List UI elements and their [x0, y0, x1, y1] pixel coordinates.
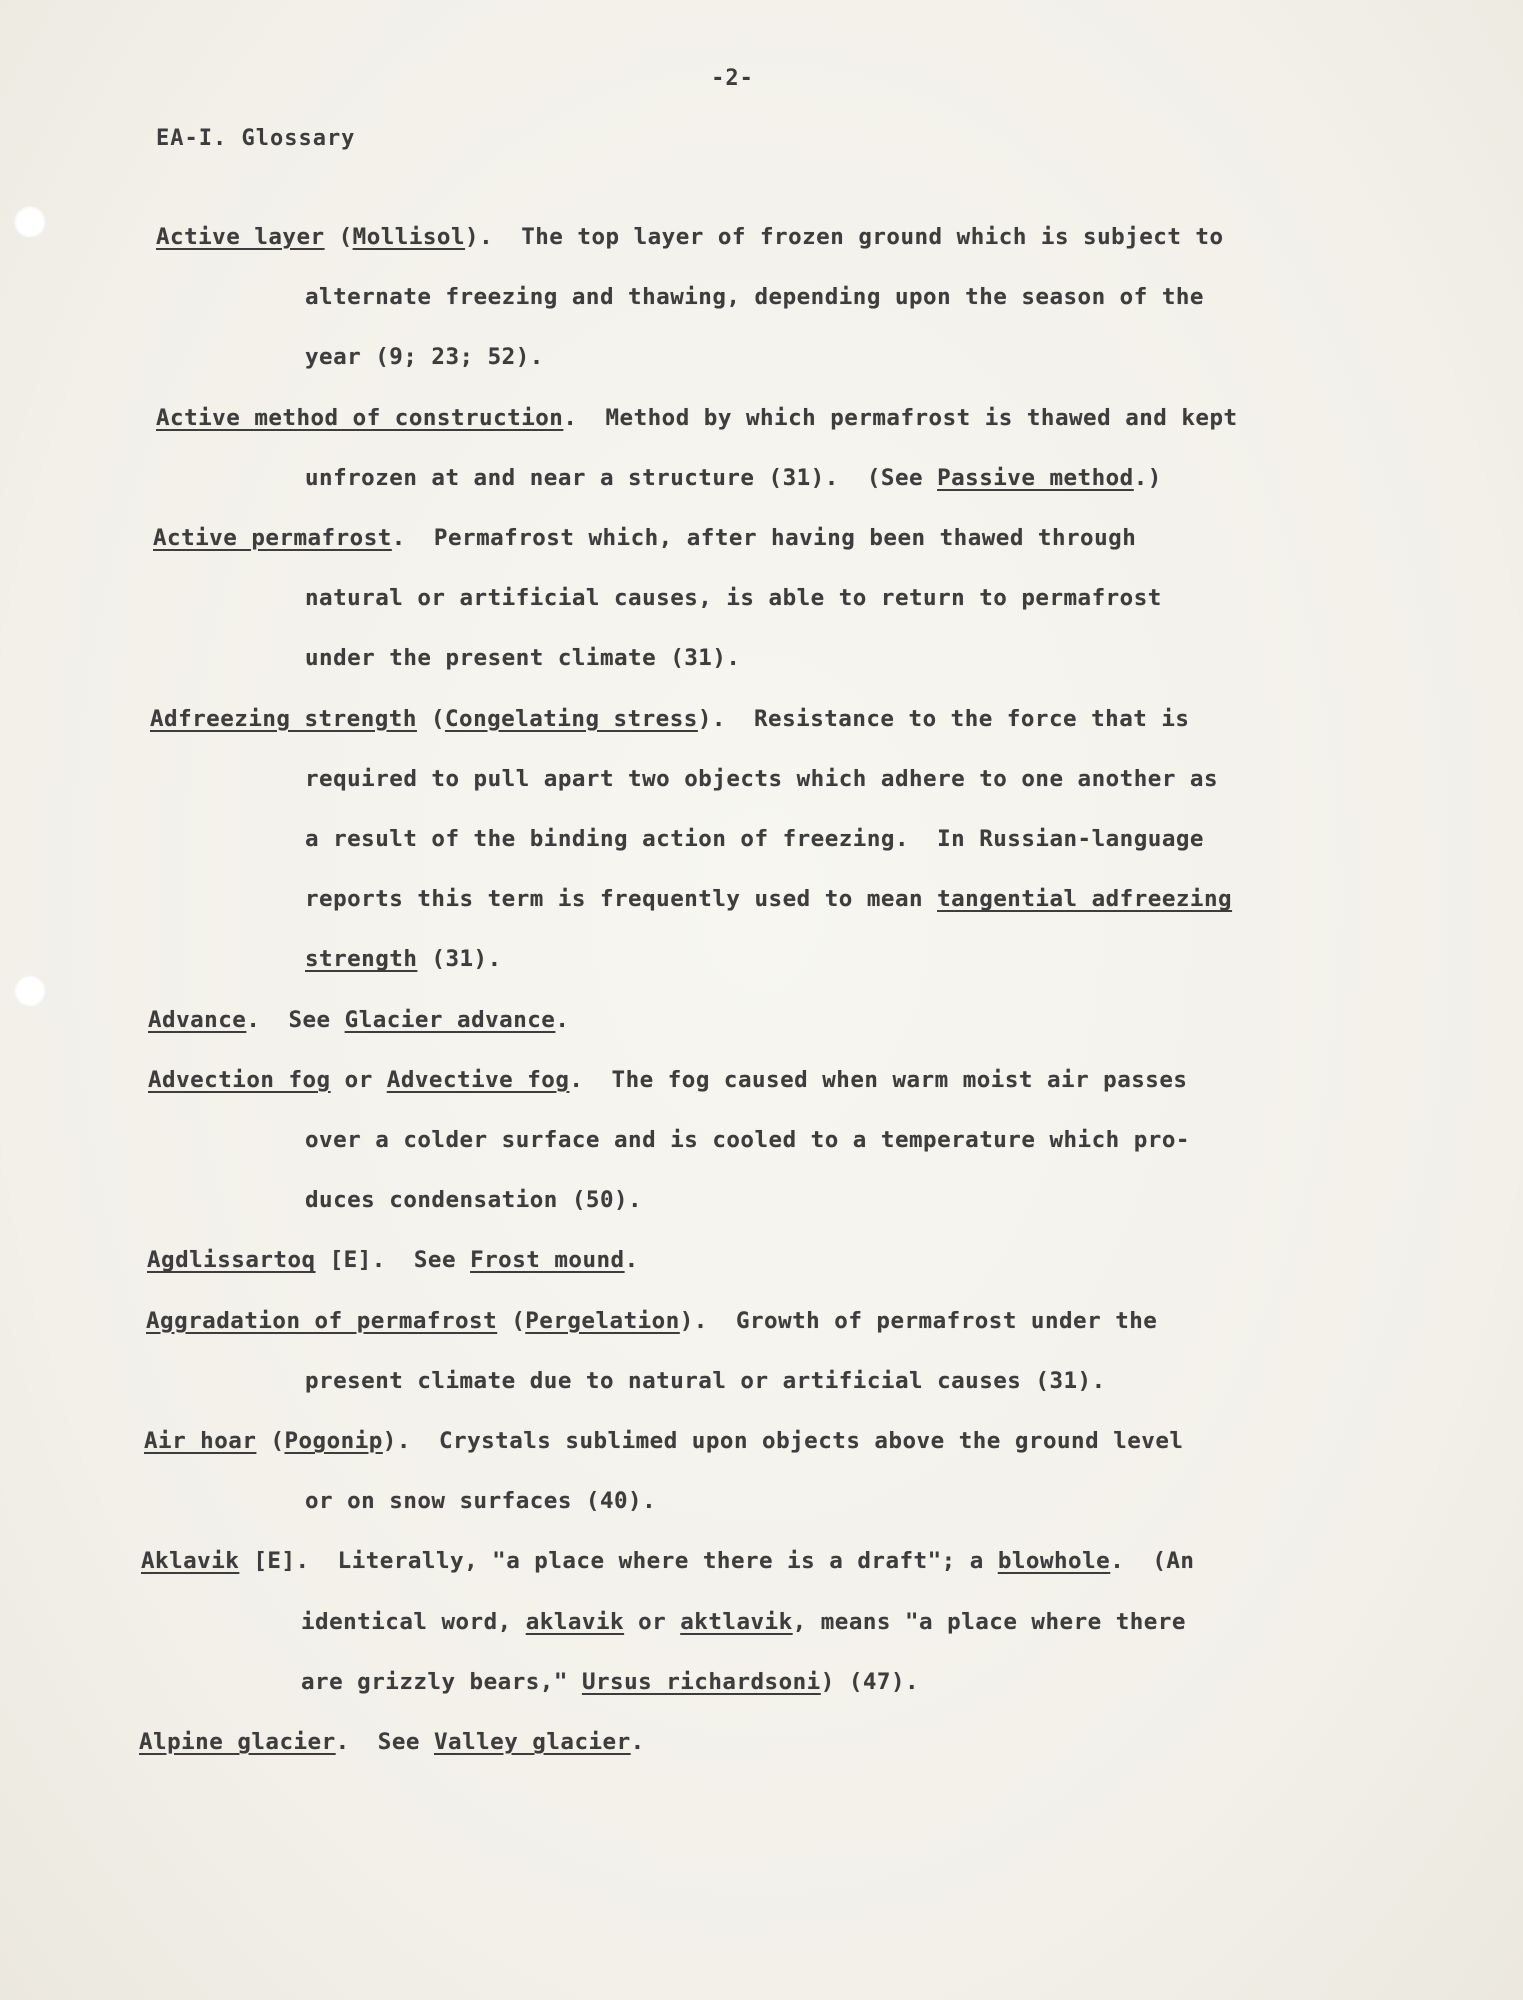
glossary-term: strength: [305, 946, 418, 973]
glossary-term: Agdlissartoq: [147, 1247, 316, 1274]
glossary-term: Advance: [148, 1006, 247, 1033]
glossary-term: Pergelation: [525, 1307, 680, 1334]
glossary-entry-continuation-line: [305, 465, 1162, 491]
glossary-text: present climate due to natural or artificial causes (31).: [305, 1367, 1106, 1394]
glossary-text: , means "a place where there: [792, 1608, 1186, 1635]
glossary-text: .: [630, 1729, 645, 1755]
glossary-entry-continuation-line: [305, 766, 1218, 792]
glossary-text: . Method by which permafrost is thawed and kept: [563, 404, 1238, 431]
glossary-text: . (An: [1110, 1548, 1195, 1575]
glossary-entry-first-line: [139, 1729, 645, 1755]
glossary-text: reports this term is frequently used to mean: [305, 886, 938, 913]
glossary-term: Frost mound: [470, 1247, 625, 1274]
glossary-text: or: [624, 1608, 681, 1635]
glossary-text: (: [416, 705, 445, 732]
glossary-term: Mollisol: [352, 224, 466, 250]
glossary-term: tangential adfreezing: [937, 886, 1233, 913]
glossary-entry-continuation-line: [305, 1368, 1106, 1394]
glossary-term: aklavik: [525, 1608, 625, 1635]
glossary-term: Aklavik: [141, 1548, 240, 1575]
glossary-entry-first-line: [144, 1428, 1183, 1454]
glossary-text: natural or artificial causes, is able to return to permafrost: [305, 585, 1162, 612]
glossary-text: . The fog caused when warm moist air passes: [569, 1066, 1188, 1093]
glossary-term: Advection fog: [148, 1066, 331, 1093]
glossary-term: Alpine glacier: [139, 1729, 336, 1755]
page-number: -2-: [711, 66, 754, 91]
glossary-text: ). Resistance to the force that is: [697, 705, 1190, 732]
glossary-term: Ursus richardsoni: [581, 1668, 821, 1695]
glossary-text: ). Growth of permafrost under the: [679, 1307, 1158, 1334]
glossary-text: .): [1133, 464, 1162, 491]
glossary-entry-continuation-line: [305, 1187, 642, 1213]
glossary-entry-continuation-line: [305, 1127, 1190, 1153]
glossary-entry-first-line: [146, 1308, 1157, 1334]
glossary-text: a result of the binding action of freezing. In Russian-language: [305, 826, 1204, 852]
glossary-entry-continuation-line: [301, 1669, 919, 1695]
glossary-entry-continuation-line: [305, 946, 502, 972]
glossary-text: .: [555, 1006, 570, 1033]
glossary-text: under the present climate (31).: [305, 645, 741, 672]
section-title: EA-I. Glossary: [156, 126, 356, 151]
glossary-text: (: [324, 224, 353, 250]
glossary-entry-continuation-line: [305, 344, 544, 370]
glossary-text: required to pull apart two objects which adhere to one another as: [305, 765, 1218, 792]
glossary-term: Aggradation of permafrost: [146, 1307, 498, 1334]
glossary-text: . See: [246, 1006, 345, 1033]
glossary-entry-continuation-line: [305, 1488, 656, 1514]
glossary-text: ) (47).: [820, 1668, 920, 1695]
glossary-entry-continuation-line: [305, 585, 1162, 611]
glossary-term: aktlavik: [680, 1608, 793, 1635]
glossary-text: identical word,: [301, 1608, 526, 1635]
glossary-text: duces condensation (50).: [305, 1187, 643, 1214]
glossary-term: Congelating stress: [444, 705, 698, 732]
glossary-term: Advective fog: [386, 1066, 570, 1093]
glossary-text: alternate freezing and thawing, depending upon the season of the: [305, 284, 1204, 311]
glossary-entry-first-line: [141, 1548, 1194, 1574]
glossary-entry-first-line: [156, 405, 1238, 431]
glossary-text: or: [330, 1066, 387, 1093]
glossary-entry-first-line: [150, 706, 1189, 732]
glossary-text: over a colder surface and is cooled to a temperature which pro-: [305, 1127, 1190, 1153]
glossary-text: unfrozen at and near a structure (31). (See: [305, 464, 938, 491]
glossary-text: are grizzly bears,": [301, 1668, 582, 1695]
glossary-entry-first-line: [148, 1007, 569, 1033]
glossary-text: .: [624, 1247, 639, 1274]
glossary-entry-first-line: [153, 525, 1136, 551]
glossary-entry-continuation-line: [305, 284, 1204, 310]
glossary-entry-first-line: [156, 224, 1224, 250]
glossary-text: . See: [335, 1729, 434, 1755]
glossary-term: Active layer: [156, 224, 325, 250]
glossary-text: . Permafrost which, after having been thawed through: [391, 525, 1137, 551]
glossary-entry-continuation-line: [305, 826, 1204, 852]
punch-hole: [14, 206, 46, 238]
glossary-text: (: [497, 1307, 526, 1334]
glossary-term: Active method of construction: [156, 404, 564, 431]
glossary-entry-continuation-line: [301, 1609, 1186, 1635]
glossary-text: (31).: [417, 946, 502, 973]
glossary-text: or on snow surfaces (40).: [305, 1488, 657, 1515]
glossary-term: Valley glacier: [433, 1729, 631, 1755]
glossary-text: [E]. Literally, "a place where there is a draft"; a: [239, 1548, 998, 1575]
glossary-entry-continuation-line: [305, 645, 740, 671]
glossary-term: Passive method: [937, 464, 1134, 491]
glossary-text: (: [256, 1428, 285, 1454]
glossary-term: Air hoar: [144, 1428, 257, 1454]
glossary-text: ). Crystals sublimed upon objects above the ground level: [382, 1428, 1184, 1454]
glossary-term: Pogonip: [284, 1428, 383, 1454]
glossary-text: year (9; 23; 52).: [305, 344, 544, 371]
glossary-term: Glacier advance: [344, 1006, 556, 1033]
glossary-entry-continuation-line: [305, 886, 1232, 912]
glossary-text: ). The top layer of frozen ground which is subject to: [465, 224, 1224, 250]
glossary-entry-first-line: [148, 1067, 1187, 1093]
glossary-term: Active permafrost: [153, 525, 392, 551]
glossary-text: [E]. See: [315, 1247, 471, 1274]
glossary-term: blowhole: [997, 1548, 1111, 1575]
glossary-term: Adfreezing strength: [150, 705, 417, 732]
punch-hole: [14, 975, 46, 1007]
glossary-entry-first-line: [147, 1247, 639, 1273]
